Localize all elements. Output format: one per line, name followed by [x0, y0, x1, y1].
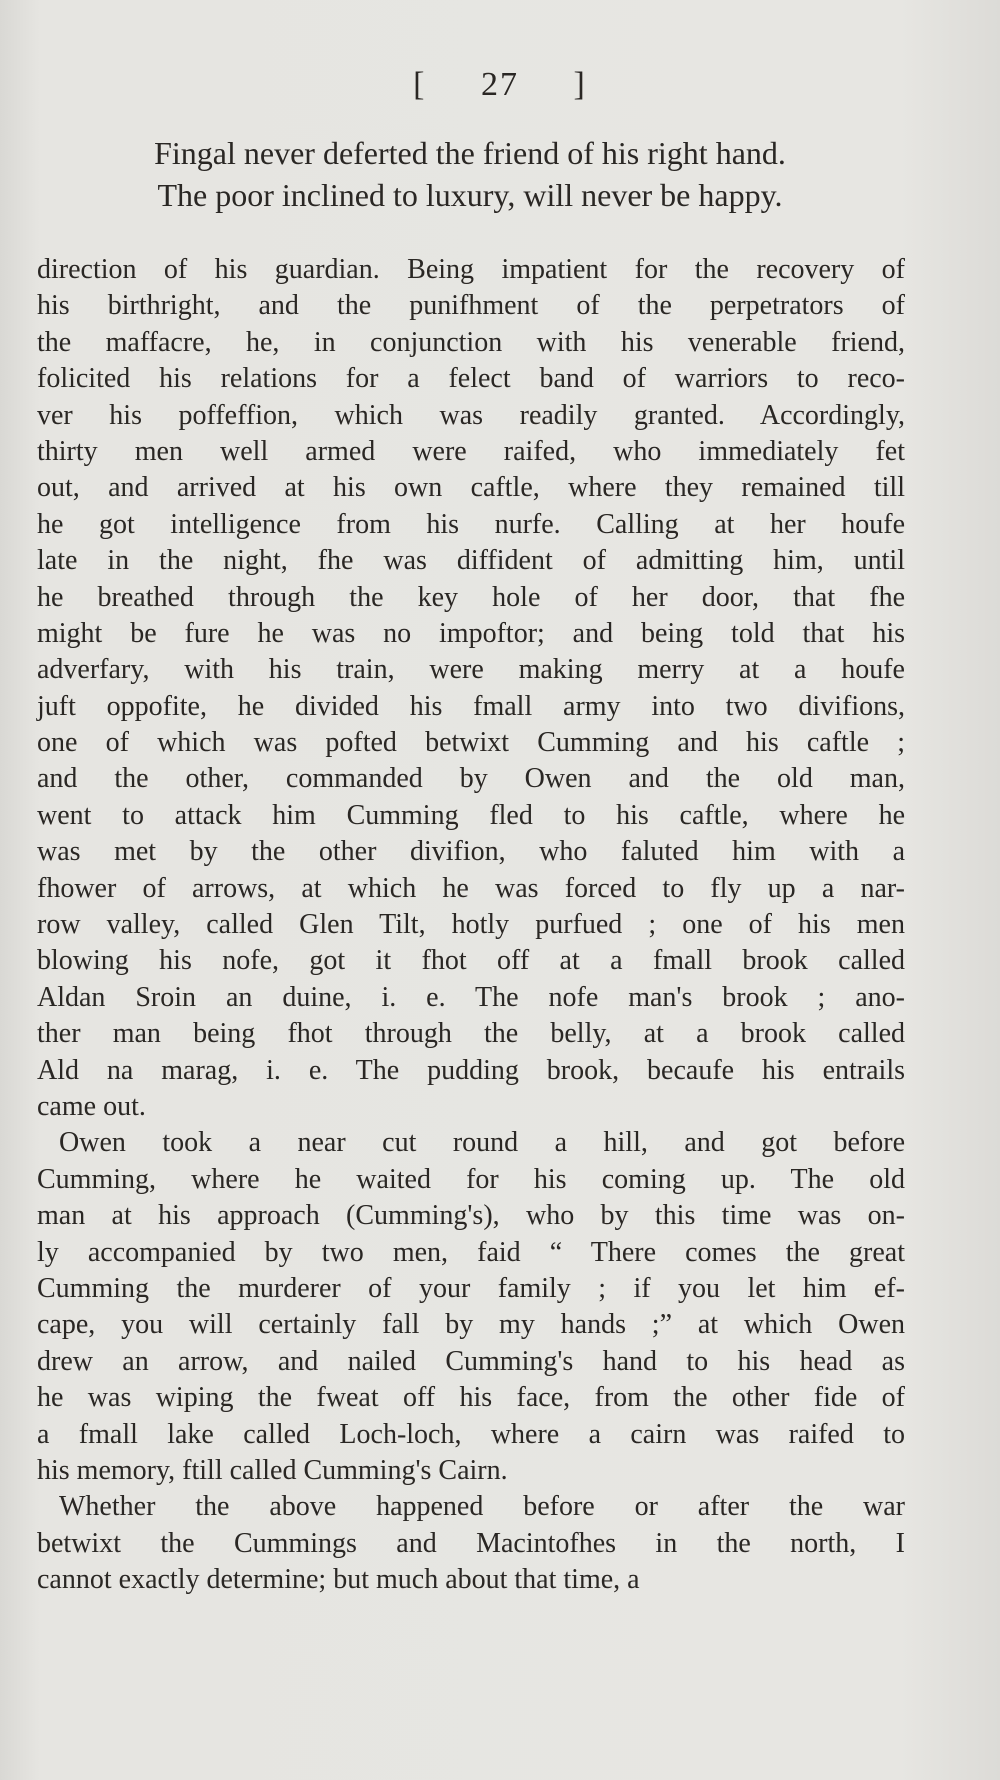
text-line: came out.: [37, 1090, 146, 1122]
text-line: Whether the above happened before or after the war: [59, 1491, 905, 1523]
text-line: drew an arrow, and nailed Cumming's hand to his head as: [37, 1345, 905, 1377]
text-line: ly accompanied by two men, faid “ There comes the great: [37, 1236, 905, 1268]
text-line: row valley, called Glen Tilt, hotly purfued ; one of his men: [37, 909, 905, 941]
text-line: man at his approach (Cumming's), who by this time was on-: [37, 1200, 905, 1232]
text-line: was met by the other divifion, who faluted him with a: [37, 836, 905, 868]
text-line: and the other, commanded by Owen and the old man,: [37, 763, 905, 795]
text-line: ther man being fhot through the belly, at a brook called: [37, 1018, 905, 1050]
motto-line: The poor inclined to luxury, will never be happy.: [157, 177, 783, 213]
text-line: Cumming, where he waited for his coming up. The old: [37, 1163, 905, 1195]
text-line: late in the night, fhe was diffident of admitting him, until: [37, 545, 905, 577]
text-line: Ald na marag, i. e. The pudding brook, becaufe his entrails: [37, 1054, 905, 1086]
text-line: one of which was pofted betwixt Cumming and his caftle ;: [37, 727, 905, 759]
text-line: juft oppofite, he divided his fmall army into two divifions,: [37, 690, 905, 722]
text-line: his birthright, and the punifhment of the perpetrators of: [37, 290, 905, 322]
text-line: folicited his relations for a felect band of warriors to reco-: [37, 363, 905, 395]
text-line: ver his poffeffion, which was readily granted. Accordingly,: [37, 399, 905, 431]
motto-line: Fingal never deferted the friend of his right hand.: [154, 135, 786, 171]
text-line: he breathed through the key hole of her door, that fhe: [37, 581, 905, 613]
left-bracket: [: [413, 66, 427, 103]
page-header: [0, 66, 1000, 104]
page-number: 27: [481, 66, 519, 103]
text-line: blowing his nofe, got it fhot off at a fmall brook called: [37, 945, 905, 977]
right-bracket: ]: [573, 66, 587, 103]
text-line: cannot exactly determine; but much about that time, a: [37, 1564, 640, 1596]
text-line: went to attack him Cumming fled to his caftle, where he: [37, 799, 905, 831]
text-line: the maffacre, he, in conjunction with his venerable friend,: [37, 326, 905, 358]
text-line: a fmall lake called Loch-loch, where a cairn was raifed to: [37, 1418, 905, 1450]
text-line: betwixt the Cummings and Macintofhes in the north, I: [37, 1527, 905, 1559]
text-line: he was wiping the fweat off his face, from the other fide of: [37, 1382, 905, 1414]
text-line: adverfary, with his train, were making merry at a houfe: [37, 654, 905, 686]
text-line: might be fure he was no impoftor; and being told that his: [37, 617, 905, 649]
text-line: he got intelligence from his nurfe. Calling at her houfe: [37, 508, 905, 540]
text-line: his memory, ftill called Cumming's Cairn.: [37, 1454, 508, 1486]
text-line: Aldan Sroin an duine, i. e. The nofe man's brook ; ano-: [37, 981, 905, 1013]
text-line: out, and arrived at his own caftle, where they remained till: [37, 472, 905, 504]
text-line: fhower of arrows, at which he was forced to fly up a nar-: [37, 872, 905, 904]
text-line: Owen took a near cut round a hill, and got before: [59, 1127, 905, 1159]
text-line: direction of his guardian. Being impatient for the recovery of: [37, 254, 905, 285]
body-text: [37, 252, 905, 1598]
text-line: thirty men well armed were raifed, who immediately fet: [37, 435, 905, 467]
text-line: cape, you will certainly fall by my hands ;” at which Owen: [37, 1309, 905, 1341]
text-line: Cumming the murderer of your family ; if you let him ef-: [37, 1272, 905, 1304]
